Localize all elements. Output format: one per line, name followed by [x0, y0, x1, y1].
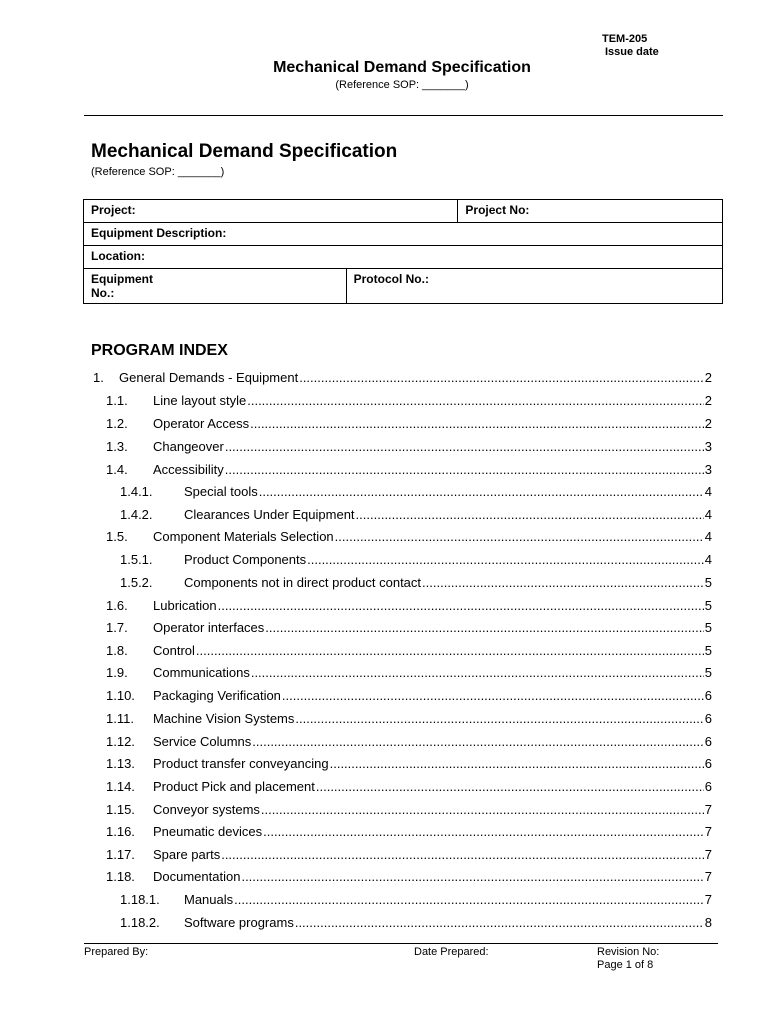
toc-leader — [295, 711, 703, 726]
toc-title: Spare parts — [153, 847, 221, 862]
toc-leader — [225, 462, 704, 477]
header-reference: (Reference SOP: _______) — [335, 79, 469, 91]
toc-entry[interactable] — [120, 504, 712, 522]
toc-number: 1.2. — [106, 416, 128, 431]
toc-page: 5 — [704, 620, 712, 635]
footer-divider — [84, 943, 718, 944]
toc-entry[interactable] — [120, 912, 712, 930]
toc-title: Clearances Under Equipment — [184, 507, 355, 522]
toc-page: 5 — [704, 665, 712, 680]
toc-number: 1.17. — [106, 847, 135, 862]
equipment-no-label-line1: Equipment — [91, 272, 153, 286]
toc-page: 3 — [704, 462, 712, 477]
toc-leader — [330, 756, 704, 771]
page-title: Mechanical Demand Specification — [91, 141, 398, 162]
toc-page: 6 — [704, 711, 712, 726]
toc-number: 1.7. — [106, 620, 128, 635]
toc-title: Communications — [153, 665, 250, 680]
toc-entry[interactable] — [106, 866, 712, 884]
equipment-description-cell — [84, 223, 723, 246]
toc-page: 7 — [704, 824, 712, 839]
toc-page: 2 — [704, 416, 712, 431]
toc-number: 1. — [93, 370, 104, 385]
toc-page: 7 — [704, 869, 712, 884]
toc-page: 7 — [704, 892, 712, 907]
toc-entry[interactable] — [106, 617, 712, 635]
toc-entry[interactable] — [106, 390, 712, 408]
toc-page: 8 — [704, 915, 712, 930]
program-index-heading: PROGRAM INDEX — [91, 342, 228, 359]
toc-page: 4 — [704, 507, 712, 522]
toc-entry[interactable] — [106, 595, 712, 613]
toc-number: 1.12. — [106, 734, 135, 749]
toc-leader — [251, 665, 704, 680]
toc-entry[interactable] — [106, 753, 712, 771]
toc-title: General Demands - Equipment — [119, 370, 299, 385]
toc-entry[interactable] — [106, 731, 712, 749]
toc-leader — [263, 824, 704, 839]
toc-page: 7 — [704, 847, 712, 862]
toc-title: Operator Access — [153, 416, 250, 431]
toc-page: 5 — [704, 598, 712, 613]
toc-entry[interactable] — [106, 413, 712, 431]
toc-entry[interactable] — [106, 662, 712, 680]
toc-title: Pneumatic devices — [153, 824, 263, 839]
toc-number: 1.8. — [106, 643, 128, 658]
toc-entry[interactable] — [93, 367, 712, 385]
toc-title: Operator interfaces — [153, 620, 265, 635]
toc-leader — [218, 598, 704, 613]
page-info: Page 1 of 8 — [597, 959, 654, 971]
project-no-cell — [458, 200, 723, 223]
toc-number: 1.15. — [106, 802, 135, 817]
toc-number: 1.18. — [106, 869, 135, 884]
toc-leader — [252, 734, 704, 749]
toc-title: Components not in direct product contact — [184, 575, 422, 590]
toc-entry[interactable] — [106, 526, 712, 544]
project-no-label: Project No: — [465, 203, 530, 217]
toc-number: 1.6. — [106, 598, 128, 613]
equipment-no-label-line2: No.: — [91, 286, 115, 300]
toc-number: 1.13. — [106, 756, 135, 771]
toc-leader — [265, 620, 703, 635]
toc-entry[interactable] — [106, 459, 712, 477]
toc-number: 1.18.1. — [120, 892, 160, 907]
toc-title: Product Components — [184, 552, 307, 567]
toc-title: Control — [153, 643, 195, 658]
toc-title: Changeover — [153, 439, 224, 454]
toc-title: Special tools — [184, 484, 258, 499]
toc-leader — [196, 643, 704, 658]
toc-page: 5 — [704, 643, 712, 658]
prepared-by-label: Prepared By: — [84, 946, 149, 958]
project-label: Project: — [91, 203, 136, 217]
toc-number: 1.11. — [106, 711, 134, 726]
doc-code: TEM-205 — [602, 33, 648, 45]
protocol-no-label: Protocol No.: — [353, 272, 429, 286]
toc-leader — [335, 529, 704, 544]
toc-number: 1.4. — [106, 462, 128, 477]
toc-number: 1.14. — [106, 779, 135, 794]
toc-title: Conveyor systems — [153, 802, 260, 817]
toc-entry[interactable] — [106, 776, 712, 794]
toc-leader — [307, 552, 704, 567]
toc-number: 1.18.2. — [120, 915, 160, 930]
toc-page: 7 — [704, 802, 712, 817]
toc-leader — [316, 779, 704, 794]
project-cell — [84, 200, 458, 223]
toc-leader — [261, 802, 704, 817]
issue-date-label: Issue date — [605, 46, 659, 58]
toc-leader — [221, 847, 704, 862]
date-prepared-label: Date Prepared: — [414, 946, 489, 958]
toc-page: 5 — [704, 575, 712, 590]
toc-leader — [234, 892, 704, 907]
revision-no-label: Revision No: — [597, 946, 660, 958]
toc-entry[interactable] — [120, 481, 712, 499]
toc-page: 4 — [704, 484, 712, 499]
toc-title: Component Materials Selection — [153, 529, 334, 544]
toc-leader — [225, 439, 704, 454]
toc-page: 6 — [704, 734, 712, 749]
toc-leader — [250, 416, 704, 431]
toc-number: 1.3. — [106, 439, 128, 454]
toc-title: Accessibility — [153, 462, 224, 477]
toc-number: 1.5. — [106, 529, 128, 544]
toc-entry[interactable] — [106, 844, 712, 862]
protocol-no-cell — [346, 269, 722, 304]
toc-number: 1.5.2. — [120, 575, 153, 590]
toc-title: Software programs — [184, 915, 294, 930]
toc-leader — [241, 869, 703, 884]
equipment-no-cell — [84, 269, 347, 304]
toc-page: 3 — [704, 439, 712, 454]
equipment-description-label: Equipment Description: — [91, 226, 227, 240]
toc-page: 2 — [704, 393, 712, 408]
toc-title: Line layout style — [153, 393, 247, 408]
location-cell — [84, 246, 723, 269]
toc-leader — [295, 915, 704, 930]
toc-entry[interactable] — [106, 685, 712, 703]
toc-title: Product transfer conveyancing — [153, 756, 329, 771]
project-info-table — [83, 199, 723, 304]
toc-page: 6 — [704, 756, 712, 771]
header-title: Mechanical Demand Specification — [273, 59, 531, 76]
header-divider — [84, 115, 723, 116]
toc-number: 1.4.2. — [120, 507, 153, 522]
toc-number: 1.16. — [106, 824, 135, 839]
toc-number: 1.5.1. — [120, 552, 153, 567]
toc-entry[interactable] — [106, 799, 712, 817]
toc-number: 1.10. — [106, 688, 135, 703]
toc-entry[interactable] — [106, 821, 712, 839]
toc-leader — [259, 484, 704, 499]
toc-entry[interactable] — [120, 572, 712, 590]
toc-entry[interactable] — [120, 549, 712, 567]
toc-number: 1.9. — [106, 665, 128, 680]
toc-title: Packaging Verification — [153, 688, 281, 703]
toc-title: Manuals — [184, 892, 234, 907]
toc-title: Product Pick and placement — [153, 779, 315, 794]
toc-page: 2 — [704, 370, 712, 385]
toc-leader — [422, 575, 704, 590]
toc-title: Documentation — [153, 869, 241, 884]
location-label: Location: — [91, 249, 145, 263]
toc-entry[interactable] — [106, 708, 712, 726]
toc-leader — [299, 370, 704, 385]
toc-page: 4 — [704, 529, 712, 544]
toc-title: Machine Vision Systems — [153, 711, 295, 726]
toc-title: Service Columns — [153, 734, 252, 749]
toc-leader — [282, 688, 704, 703]
toc-number: 1.4.1. — [120, 484, 153, 499]
toc-leader — [356, 507, 704, 522]
toc-entry[interactable] — [106, 640, 712, 658]
toc-title: Lubrication — [153, 598, 217, 613]
toc-page: 6 — [704, 688, 712, 703]
toc-leader — [247, 393, 704, 408]
page-reference: (Reference SOP: _______) — [91, 166, 225, 178]
toc-page: 6 — [704, 779, 712, 794]
toc-entry[interactable] — [120, 889, 712, 907]
toc-number: 1.1. — [106, 393, 128, 408]
toc-entry[interactable] — [106, 436, 712, 454]
toc-page: 4 — [704, 552, 712, 567]
